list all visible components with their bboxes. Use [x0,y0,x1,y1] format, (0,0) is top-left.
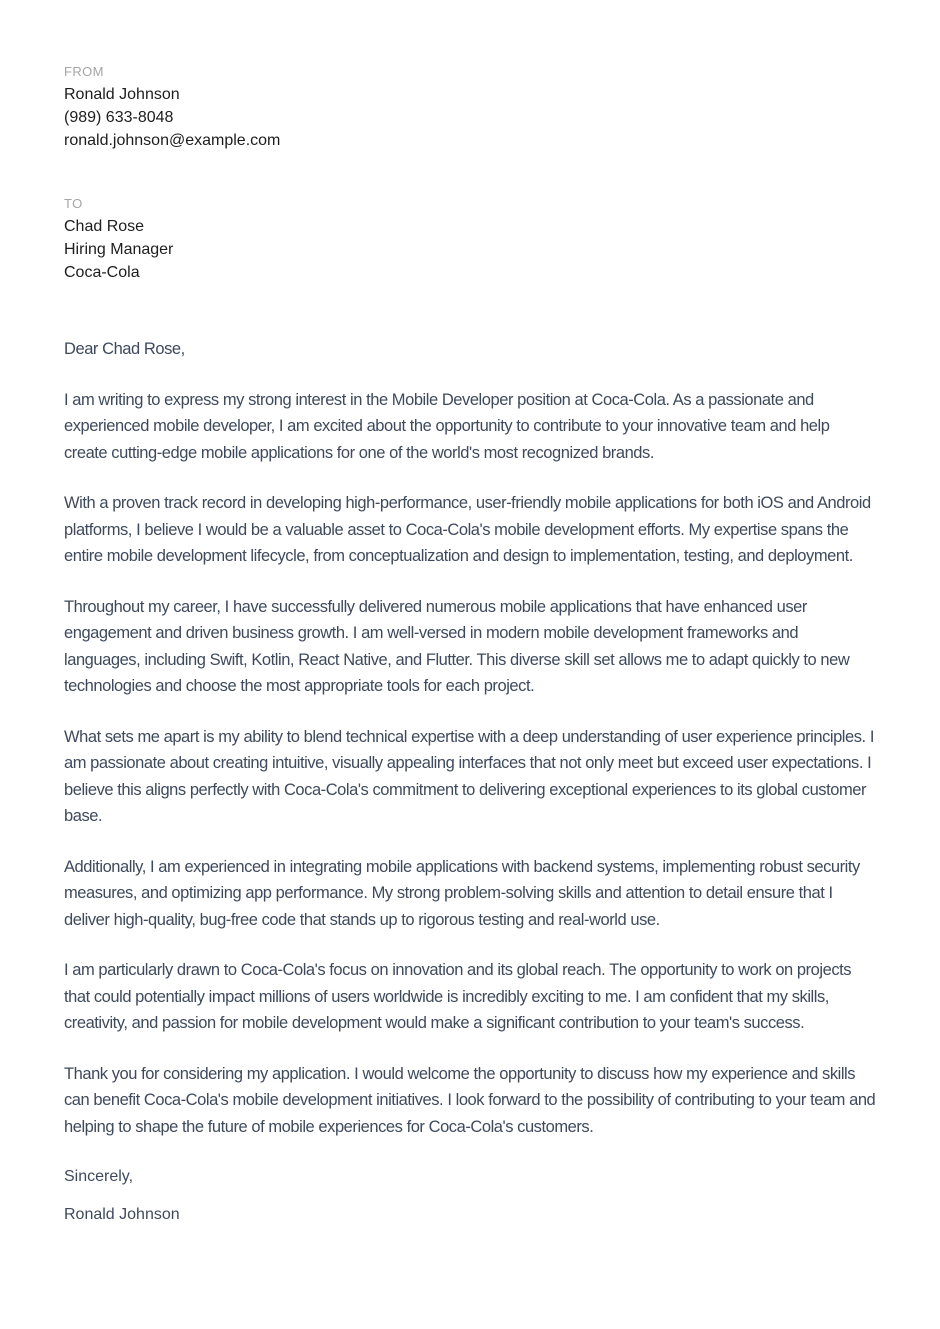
paragraph-list [64,387,876,1141]
body-paragraph: Additionally, I am experienced in integrating mobile applications with backend systems, implementing robust security measures, and optimizing app performance. My strong problem-solving skills and attention to detail ensure that I deliver high-quality, bug-free code that stands up to rigorous testing and real-world use. [64,857,860,929]
sender-block [64,64,876,152]
body-paragraph: I am particularly drawn to Coca-Cola's focus on innovation and its global reach. The opportunity to work on projects that could potentially impact millions of users worldwide is incredibly exciting to me. I am confident that my skills, creativity, and passion for mobile development would make a significant contribution to your team's success. [64,961,852,1032]
body-paragraph: Thank you for considering my application. I would welcome the opportunity to discuss how my experience and skills can benefit Coca-Cola's mobile development initiatives. I look forward to the possibility of contributing to your team and helping to shape the future of mobile experiences for Coca-Cola's customers. [64,1064,876,1136]
closing-block [64,1164,876,1228]
closing-salutation: Sincerely, [64,1168,134,1185]
body-paragraph: With a proven track record in developing high-performance, user-friendly mobile applications for both iOS and Android platforms, I believe I would be a valuable asset to Coca-Cola's mobile development efforts. My expertise spans the entire mobile development lifecycle, from conceptualization and design to implementation, testing, and deployment. [64,494,871,565]
sender-name: Ronald Johnson [64,86,180,103]
recipient-name: Chad Rose [64,218,145,235]
sender-phone: (989) 633-8048 [64,109,174,126]
body-paragraph: What sets me apart is my ability to blend technical expertise with a deep understanding of user experience principles. I am passionate about creating intuitive, visually appealing interfaces that not only meet but exceed user expectations. I believe this aligns perfectly with Coca-Cola's commitment to delivering exceptional experiences to its global customer base. [64,727,874,825]
sender-email: ronald.johnson@example.com [64,132,281,149]
greeting: Dear Chad Rose, [64,340,185,358]
recipient-block [64,196,876,284]
letter-body [64,336,876,1228]
body-paragraph: I am writing to express my strong interest in the Mobile Developer position at Coca-Cola. As a passionate and experienced mobile developer, I am excited about the opportunity to contribute to your innovative team and help create cutting-edge mobile applications for one of the world's most recognized brands. [64,390,830,462]
recipient-title: Hiring Manager [64,241,174,258]
signature-name: Ronald Johnson [64,1206,180,1223]
to-label: TO [64,196,83,211]
from-label: FROM [64,64,104,79]
recipient-company: Coca-Cola [64,264,140,281]
body-paragraph: Throughout my career, I have successfully delivered numerous mobile applications that have enhanced user engagement and driven business growth. I am well-versed in modern mobile development frameworks and languages, including Swift, Kotlin, React Native, and Flutter. This diverse skill set allows me to adapt quickly to new technologies and choose the most appropriate tools for each project. [64,597,850,695]
